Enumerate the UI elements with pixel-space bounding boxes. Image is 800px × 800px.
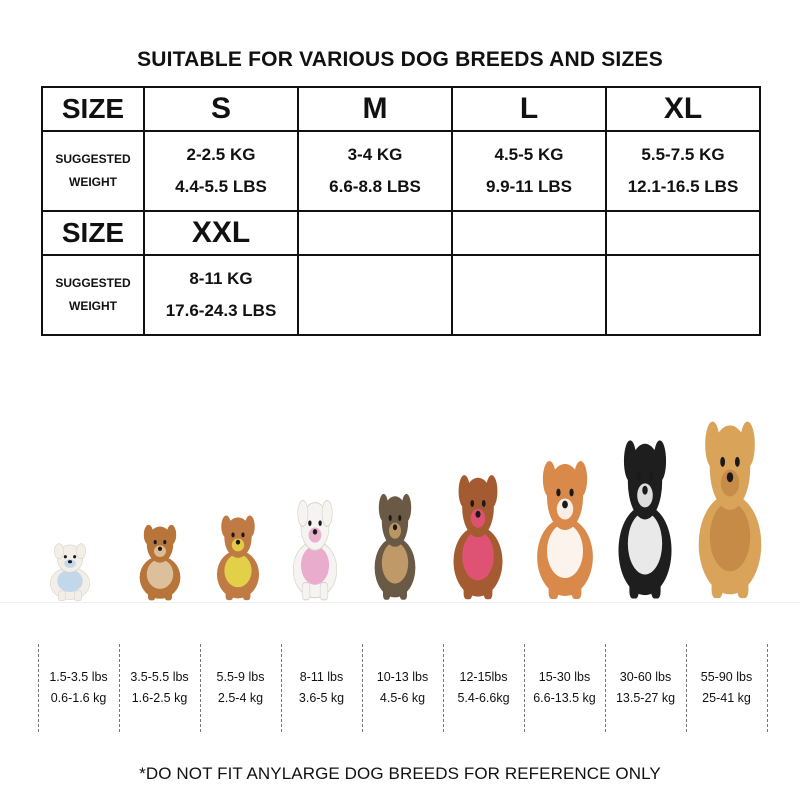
dog-lineup: [0, 400, 800, 620]
range-kg: 5.4-6.6kg: [457, 691, 510, 705]
size-label-cell: SIZE: [42, 87, 144, 131]
range-kg: 6.6-13.5 kg: [533, 691, 596, 705]
weight-cell-empty: [452, 255, 606, 335]
size-cell-m: M: [298, 87, 452, 131]
size-cell-s: S: [144, 87, 298, 131]
yorkshire-terrier-image: [365, 487, 425, 602]
range-kg: 4.5-6 kg: [379, 691, 426, 705]
border-collie-image: [606, 430, 684, 602]
size-cell-xl: XL: [606, 87, 760, 131]
weight-cell-xl: 5.5-7.5 KG 12.1-16.5 LBS: [606, 131, 760, 211]
weight-range-poodle-pink-hoodie: [443, 644, 524, 732]
footer-note: *DO NOT FIT ANYLARGE DOG BREEDS FOR REFERENCE ONLY: [139, 764, 661, 783]
weight-label-cell: SUGGESTED WEIGHT: [42, 131, 144, 211]
weight-range-bichon-pink-coat: [281, 644, 362, 732]
range-kg: 1.6-2.5 kg: [131, 691, 188, 705]
golden-retriever-image: [684, 410, 776, 602]
range-lbs: 3.5-5.5 lbs: [130, 670, 189, 684]
weight-cell-empty: [298, 255, 452, 335]
bichon-pink-coat-image: [283, 494, 347, 602]
range-lbs: 55-90 lbs: [700, 670, 753, 684]
weight-range-papillon-puppy: [119, 644, 200, 732]
page-title: SUITABLE FOR VARIOUS DOG BREEDS AND SIZES: [137, 48, 663, 71]
weight-range-border-collie: [605, 644, 686, 732]
weight-range-corgi: [524, 644, 605, 732]
weight-cell-s: 2-2.5 KG 4.4-5.5 LBS: [144, 131, 298, 211]
size-cell-empty: [298, 211, 452, 255]
range-divider: [767, 644, 768, 732]
range-lbs: 10-13 lbs: [376, 670, 429, 684]
range-kg: 3.6-5 kg: [298, 691, 345, 705]
weight-range-white-fluffy-puppy: [38, 644, 119, 732]
size-cell-empty: [452, 211, 606, 255]
size-label-cell: SIZE: [42, 211, 144, 255]
size-row-1: [42, 87, 760, 131]
weight-range-golden-retriever: [686, 644, 767, 732]
range-kg: 13.5-27 kg: [615, 691, 676, 705]
range-kg: 0.6-1.6 kg: [50, 691, 107, 705]
weight-cell-m: 3-4 KG 6.6-8.8 LBS: [298, 131, 452, 211]
poodle-pink-hoodie-image: [442, 467, 514, 602]
white-fluffy-puppy-image: [41, 540, 99, 602]
range-kg: 2.5-4 kg: [217, 691, 264, 705]
range-lbs: 1.5-3.5 lbs: [49, 670, 108, 684]
teddy-poodle-sweater-image: [207, 510, 269, 602]
weight-cell-xxl: 8-11 KG 17.6-24.3 LBS: [144, 255, 298, 335]
size-chart-table: [41, 86, 761, 336]
weight-row-1: [42, 131, 760, 211]
corgi-image: [524, 452, 606, 602]
weight-cell-empty: [606, 255, 760, 335]
size-cell-empty: [606, 211, 760, 255]
size-cell-xxl: XXL: [144, 211, 298, 255]
weight-label-cell: SUGGESTED WEIGHT: [42, 255, 144, 335]
range-lbs: 15-30 lbs: [538, 670, 591, 684]
range-lbs: 8-11 lbs: [299, 670, 344, 684]
weight-range-teddy-poodle-sweater: [200, 644, 281, 732]
weight-cell-l: 4.5-5 KG 9.9-11 LBS: [452, 131, 606, 211]
weight-row-2: [42, 255, 760, 335]
range-lbs: 30-60 lbs: [619, 670, 672, 684]
weight-range-yorkshire-terrier: [362, 644, 443, 732]
weight-range-strip: [38, 644, 766, 732]
size-cell-l: L: [452, 87, 606, 131]
size-row-2: [42, 211, 760, 255]
range-kg: 25-41 kg: [702, 691, 751, 705]
range-lbs: 12-15lbs: [459, 670, 508, 684]
range-lbs: 5.5-9 lbs: [216, 670, 265, 684]
papillon-puppy-image: [130, 520, 190, 602]
